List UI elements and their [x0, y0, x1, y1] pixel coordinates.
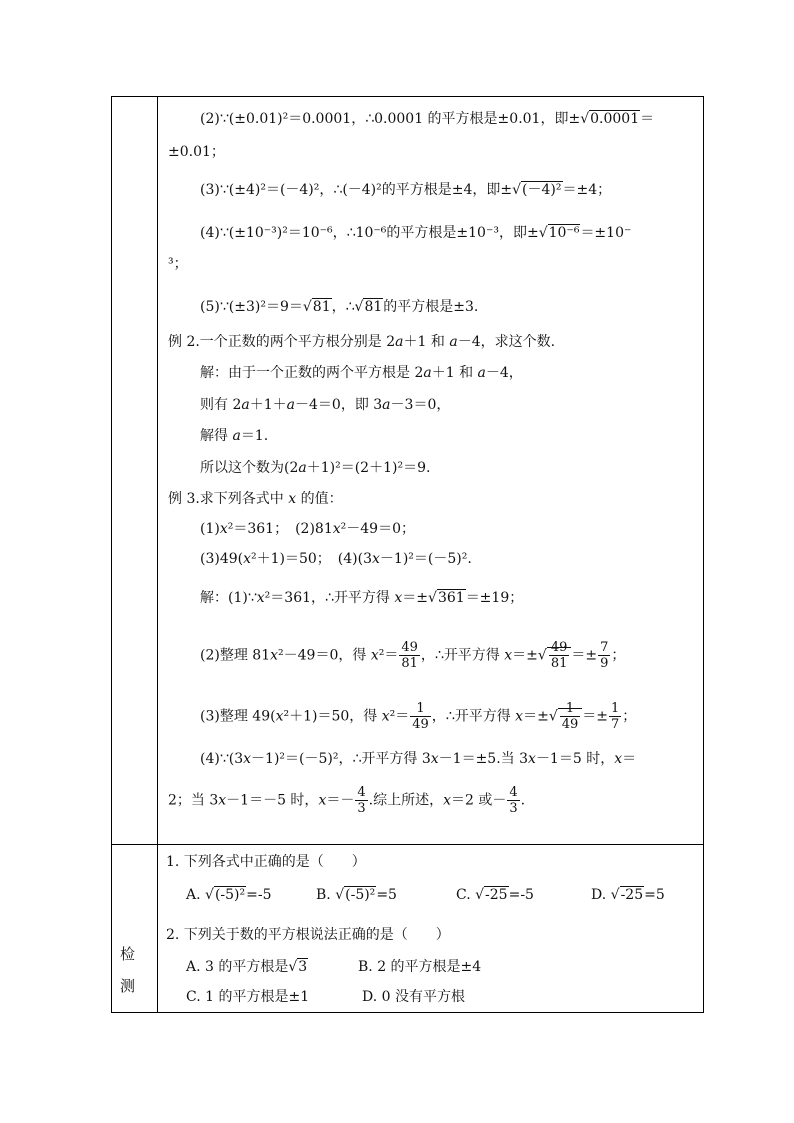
question-2: 2. 下列关于数的平方根说法正确的是（ ） — [166, 927, 450, 943]
question-1: 1. 下列各式中正确的是（ ） — [166, 854, 366, 870]
side-label-ce: 测 — [120, 977, 136, 995]
example-3-items-1: (1)x²＝361； (2)81x²－49＝0； — [200, 521, 415, 537]
row-divider — [111, 844, 704, 845]
example-2-solution-4: 所以这个数为(2a＋1)²＝(2＋1)²＝9. — [200, 460, 431, 476]
example-2-solution-2: 则有 2a＋1＋a－4＝0，即 3a－3＝0， — [200, 397, 451, 413]
question-1-option-c: C. √-25=-5 — [456, 887, 534, 903]
line-1: (2)∵(±0.01)²＝0.0001，∴0.0001 的平方根是±0.01，即±√0.0001＝ — [200, 111, 655, 127]
example-3-solution-1: 解：(1)∵x²＝361，∴开平方得 x＝±√361＝±19； — [200, 590, 524, 606]
question-1-option-b: B. √(-5)²=5 — [316, 887, 397, 903]
example-2-title: 例 2.一个正数的两个平方根分别是 2a＋1 和 a－4，求这个数. — [168, 334, 556, 350]
example-2-solution-3: 解得 a＝1. — [200, 428, 269, 444]
question-2-option-a: A. 3 的平方根是√3 — [186, 959, 308, 975]
example-3-items-2: (3)49(x²＋1)＝50； (4)(3x－1)²＝(－5)². — [200, 551, 472, 567]
example-3-solution-5: 2；当 3x－1＝－5 时，x＝－ $\frac{4}{3}$ .综上所述，x＝2 或－ $\frac{4}{3}$ . — [168, 785, 526, 816]
example-2-solution-1: 解：由于一个正数的两个平方根是 2a＋1 和 a－4， — [200, 365, 523, 381]
example-3-title: 例 3.求下列各式中 x 的值： — [168, 491, 343, 507]
question-1-option-a: A. √(-5)²=-5 — [186, 887, 272, 903]
column-divider — [157, 96, 158, 1013]
question-2-option-d: D. 0 没有平方根 — [362, 989, 465, 1005]
example-3-solution-3: (3)整理 49(x²＋1)＝50，得 x²＝ $\frac{1}{49}$ ，∴开平方得 x＝±√ $\frac{1}{49}$ ＝± $\frac{1}{7}$ ； — [200, 701, 637, 732]
question-2-option-b: B. 2 的平方根是±4 — [358, 959, 482, 975]
line-6: (5)∵(±3)²＝9＝√81，∴√81的平方根是±3. — [200, 299, 479, 315]
question-2-option-c: C. 1 的平方根是±1 — [186, 989, 310, 1005]
question-1-option-d: D. √-25=5 — [591, 887, 665, 903]
line-3: (3)∵(±4)²＝(－4)²，∴(－4)²的平方根是±4，即±√(－4)²＝±4； — [200, 182, 612, 198]
side-label-jian: 检 — [120, 945, 136, 963]
example-3-solution-2: (2)整理 81x²－49＝0，得 x²＝ $\frac{49}{81}$ ，∴开平方得 x＝±√ $\frac{49}{81}$ ＝± $\frac{7}{9}$ ； — [200, 640, 626, 671]
example-3-solution-4: (4)∵(3x－1)²＝(－5)²，∴开平方得 3x－1＝±5.当 3x－1＝5 时，x＝ — [200, 751, 637, 767]
line-2: ±0.01； — [168, 144, 225, 160]
line-5: ³； — [168, 256, 188, 272]
line-4: (4)∵(±10⁻³)²＝10⁻⁶，∴10⁻⁶的平方根是±10⁻³，即±√10⁻⁶＝±10⁻ — [200, 225, 632, 241]
